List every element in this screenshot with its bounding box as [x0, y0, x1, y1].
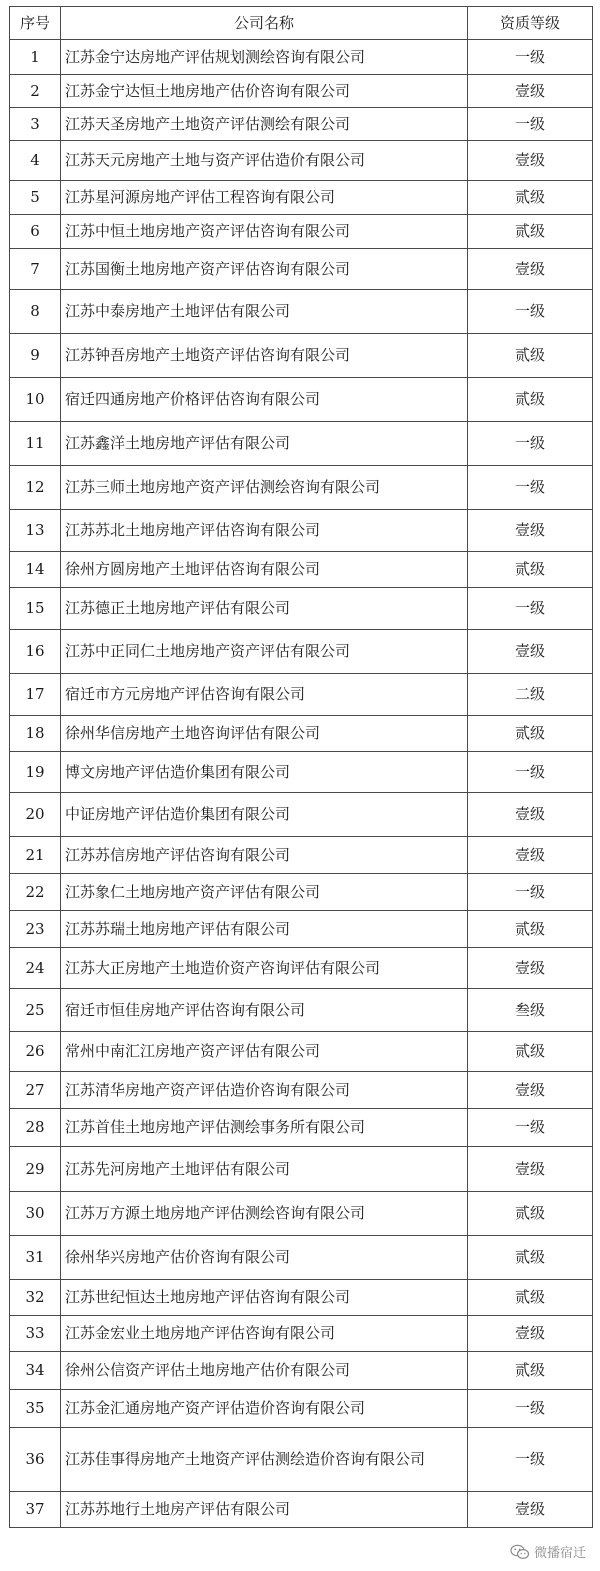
row-qualification-grade: 壹级 [468, 75, 593, 108]
row-qualification-grade: 壹级 [468, 837, 593, 874]
row-qualification-grade: 壹级 [468, 510, 593, 552]
table-row [10, 422, 593, 466]
table-row [10, 510, 593, 552]
row-company-name: 江苏中正同仁土地房地产资产评估有限公司 [61, 630, 468, 674]
row-serial-number: 21 [10, 837, 61, 874]
table-row [10, 378, 593, 422]
table-row [10, 215, 593, 249]
row-serial-number: 17 [10, 674, 61, 716]
row-qualification-grade: 叁级 [468, 989, 593, 1032]
row-qualification-grade: 贰级 [468, 552, 593, 588]
row-qualification-grade: 壹级 [468, 141, 593, 181]
table-row [10, 1390, 593, 1428]
row-company-name: 江苏先河房地产土地评估有限公司 [61, 1147, 468, 1192]
row-serial-number: 30 [10, 1192, 61, 1236]
row-serial-number: 8 [10, 290, 61, 334]
table-row [10, 911, 593, 948]
row-serial-number: 7 [10, 249, 61, 290]
row-qualification-grade: 一级 [468, 1390, 593, 1428]
row-company-name: 江苏德正土地房地产评估有限公司 [61, 588, 468, 630]
row-qualification-grade: 壹级 [468, 630, 593, 674]
row-company-name: 宿迁市方元房地产评估咨询有限公司 [61, 674, 468, 716]
table-row [10, 1428, 593, 1492]
row-company-name: 江苏天圣房地产土地资产评估测绘有限公司 [61, 108, 468, 141]
row-serial-number: 3 [10, 108, 61, 141]
row-company-name: 江苏鑫洋土地房地产评估有限公司 [61, 422, 468, 466]
row-qualification-grade: 一级 [468, 1428, 593, 1492]
row-qualification-grade: 贰级 [468, 1236, 593, 1280]
row-company-name: 徐州方圆房地产土地评估咨询有限公司 [61, 552, 468, 588]
row-company-name: 江苏中恒土地房地产资产评估咨询有限公司 [61, 215, 468, 249]
table-row [10, 1280, 593, 1316]
row-qualification-grade: 贰级 [468, 1352, 593, 1390]
header-qualification-grade: 资质等级 [468, 7, 593, 40]
row-serial-number: 1 [10, 40, 61, 75]
company-qualification-table [9, 6, 593, 1528]
table-row [10, 793, 593, 837]
row-serial-number: 24 [10, 948, 61, 989]
row-serial-number: 16 [10, 630, 61, 674]
row-company-name: 江苏金汇通房地产资产评估造价咨询有限公司 [61, 1390, 468, 1428]
row-qualification-grade: 贰级 [468, 1280, 593, 1316]
row-serial-number: 18 [10, 716, 61, 752]
row-serial-number: 6 [10, 215, 61, 249]
table-row [10, 1192, 593, 1236]
row-serial-number: 19 [10, 752, 61, 793]
row-qualification-grade: 一级 [468, 1109, 593, 1147]
table-row [10, 588, 593, 630]
row-qualification-grade: 一级 [468, 108, 593, 141]
table-row [10, 1492, 593, 1528]
table-row [10, 334, 593, 378]
table-row [10, 1072, 593, 1109]
row-serial-number: 12 [10, 466, 61, 510]
row-serial-number: 2 [10, 75, 61, 108]
row-qualification-grade: 壹级 [468, 249, 593, 290]
row-serial-number: 25 [10, 989, 61, 1032]
row-company-name: 江苏金宁达恒土地房地产估价咨询有限公司 [61, 75, 468, 108]
row-qualification-grade: 一级 [468, 752, 593, 793]
header-company-name: 公司名称 [61, 7, 468, 40]
table-row [10, 948, 593, 989]
row-serial-number: 28 [10, 1109, 61, 1147]
table-body [10, 40, 593, 1528]
table-header-row [10, 7, 593, 40]
table-row [10, 874, 593, 911]
row-company-name: 中证房地产评估造价集团有限公司 [61, 793, 468, 837]
row-company-name: 徐州华信房地产土地咨询评估有限公司 [61, 716, 468, 752]
row-company-name: 江苏苏地行土地房产评估有限公司 [61, 1492, 468, 1528]
row-serial-number: 4 [10, 141, 61, 181]
row-company-name: 博文房地产评估造价集团有限公司 [61, 752, 468, 793]
row-qualification-grade: 壹级 [468, 1072, 593, 1109]
row-serial-number: 9 [10, 334, 61, 378]
row-qualification-grade: 壹级 [468, 948, 593, 989]
row-serial-number: 26 [10, 1032, 61, 1072]
row-serial-number: 32 [10, 1280, 61, 1316]
row-company-name: 江苏金宏业土地房地产评估咨询有限公司 [61, 1316, 468, 1352]
row-serial-number: 37 [10, 1492, 61, 1528]
row-company-name: 宿迁四通房地产价格评估咨询有限公司 [61, 378, 468, 422]
row-qualification-grade: 贰级 [468, 1192, 593, 1236]
table-row [10, 837, 593, 874]
row-qualification-grade: 一级 [468, 290, 593, 334]
table-row [10, 40, 593, 75]
row-company-name: 江苏钟吾房地产土地资产评估咨询有限公司 [61, 334, 468, 378]
row-serial-number: 23 [10, 911, 61, 948]
table-row [10, 716, 593, 752]
row-company-name: 江苏万方源土地房地产评估测绘咨询有限公司 [61, 1192, 468, 1236]
table-row [10, 181, 593, 215]
table-row [10, 290, 593, 334]
row-serial-number: 36 [10, 1428, 61, 1492]
row-serial-number: 22 [10, 874, 61, 911]
row-qualification-grade: 贰级 [468, 334, 593, 378]
row-company-name: 徐州华兴房地产估价咨询有限公司 [61, 1236, 468, 1280]
header-serial-number: 序号 [10, 7, 61, 40]
table-row [10, 1032, 593, 1072]
row-serial-number: 35 [10, 1390, 61, 1428]
row-serial-number: 11 [10, 422, 61, 466]
row-company-name: 江苏佳事得房地产土地资产评估测绘造价咨询有限公司 [61, 1428, 468, 1492]
row-company-name: 江苏中泰房地产土地评估有限公司 [61, 290, 468, 334]
row-qualification-grade: 二级 [468, 674, 593, 716]
table-row [10, 1147, 593, 1192]
row-qualification-grade: 一级 [468, 466, 593, 510]
row-qualification-grade: 贰级 [468, 1032, 593, 1072]
row-qualification-grade: 贰级 [468, 911, 593, 948]
table-row [10, 1236, 593, 1280]
row-company-name: 江苏三师土地房地产资产评估测绘咨询有限公司 [61, 466, 468, 510]
row-company-name: 江苏国衡土地房地产资产评估咨询有限公司 [61, 249, 468, 290]
table-row [10, 249, 593, 290]
row-serial-number: 10 [10, 378, 61, 422]
row-company-name: 江苏金宁达房地产评估规划测绘咨询有限公司 [61, 40, 468, 75]
row-serial-number: 29 [10, 1147, 61, 1192]
table-row [10, 989, 593, 1032]
table-row [10, 1109, 593, 1147]
table-row [10, 141, 593, 181]
table-row [10, 1352, 593, 1390]
row-company-name: 江苏首佳土地房地产评估测绘事务所有限公司 [61, 1109, 468, 1147]
row-serial-number: 33 [10, 1316, 61, 1352]
table-row [10, 466, 593, 510]
row-qualification-grade: 贰级 [468, 716, 593, 752]
table-row [10, 630, 593, 674]
row-qualification-grade: 贰级 [468, 181, 593, 215]
row-serial-number: 5 [10, 181, 61, 215]
row-serial-number: 31 [10, 1236, 61, 1280]
table-row [10, 108, 593, 141]
watermark-text: 微播宿迁 [533, 1546, 586, 1561]
row-qualification-grade: 壹级 [468, 793, 593, 837]
row-company-name: 江苏世纪恒达土地房地产评估咨询有限公司 [61, 1280, 468, 1316]
row-company-name: 江苏象仁土地房地产资产评估有限公司 [61, 874, 468, 911]
row-company-name: 江苏苏北土地房地产评估咨询有限公司 [61, 510, 468, 552]
row-serial-number: 27 [10, 1072, 61, 1109]
row-qualification-grade: 贰级 [468, 215, 593, 249]
row-company-name: 江苏大正房地产土地造价资产咨询评估有限公司 [61, 948, 468, 989]
table-row [10, 674, 593, 716]
row-qualification-grade: 一级 [468, 588, 593, 630]
wechat-icon [510, 1544, 530, 1560]
row-company-name: 江苏星河源房地产评估工程咨询有限公司 [61, 181, 468, 215]
table-row [10, 75, 593, 108]
row-company-name: 宿迁市恒佳房地产评估咨询有限公司 [61, 989, 468, 1032]
row-qualification-grade: 壹级 [468, 1316, 593, 1352]
row-serial-number: 34 [10, 1352, 61, 1390]
table-row [10, 752, 593, 793]
row-company-name: 江苏清华房地产资产评估造价咨询有限公司 [61, 1072, 468, 1109]
row-serial-number: 14 [10, 552, 61, 588]
table-row [10, 1316, 593, 1352]
row-serial-number: 13 [10, 510, 61, 552]
table-row [10, 552, 593, 588]
row-qualification-grade: 壹级 [468, 1147, 593, 1192]
row-company-name: 江苏天元房地产土地与资产评估造价有限公司 [61, 141, 468, 181]
row-serial-number: 20 [10, 793, 61, 837]
row-company-name: 江苏苏瑞土地房地产评估有限公司 [61, 911, 468, 948]
row-qualification-grade: 壹级 [468, 1492, 593, 1528]
row-company-name: 徐州公信资产评估土地房地产估价有限公司 [61, 1352, 468, 1390]
row-company-name: 江苏苏信房地产评估咨询有限公司 [61, 837, 468, 874]
row-serial-number: 15 [10, 588, 61, 630]
watermark [510, 1542, 586, 1561]
row-qualification-grade: 一级 [468, 422, 593, 466]
row-qualification-grade: 贰级 [468, 378, 593, 422]
row-qualification-grade: 一级 [468, 874, 593, 911]
row-qualification-grade: 一级 [468, 40, 593, 75]
row-company-name: 常州中南汇江房地产资产评估有限公司 [61, 1032, 468, 1072]
